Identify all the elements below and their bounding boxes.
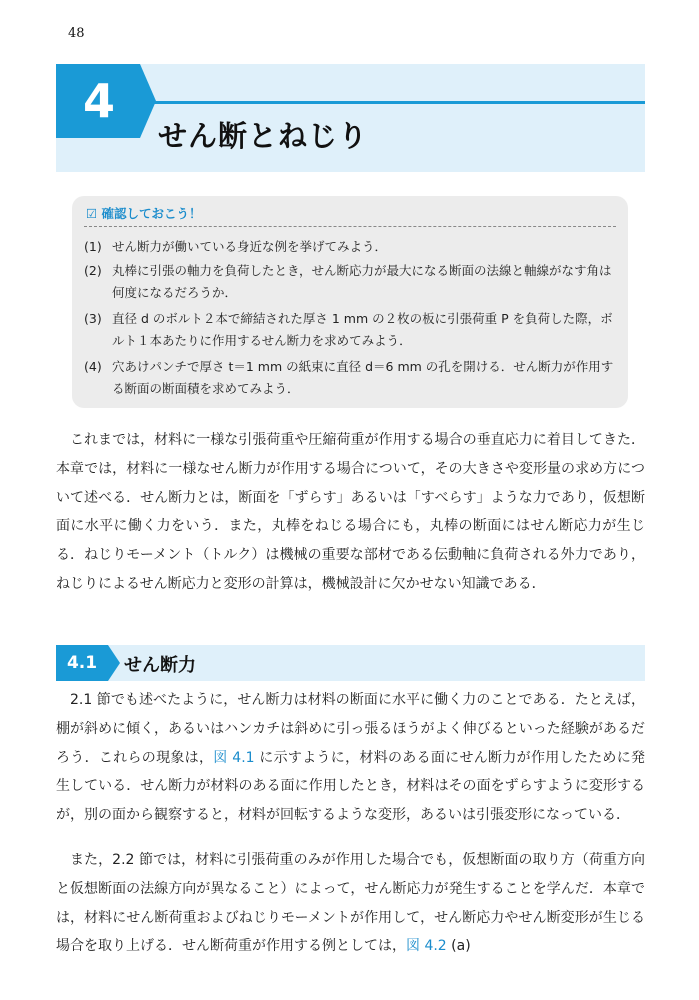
figure-ref-4-1[interactable]: 図 4.1 xyxy=(213,749,255,766)
section-title: せん断力 xyxy=(124,655,196,676)
para1-text-after: に示すように，材料のある面にせん断力が作用したために発生している．せん断力が材料のある面に作用したとき，材料はその面をずらすように変形するが，別の面から観察すると，材料が回転するような変形，あるいは引張変形になっている． xyxy=(56,749,646,824)
page-number: 48 xyxy=(68,26,85,41)
para2-text-before: また，2.2 節では，材料に引張荷重のみが作用した場合でも，仮想断面の取り方（荷重方向と仮想断面の法線方向が異なること）によって，せん断応力が発生することを学んだ．本章では，材料にせん断荷重およびねじりモーメントが作用して，せん断応力やせん断変形が生じる場合を取り上げる．せん断荷重が作用する例としては， xyxy=(56,852,645,955)
review-item-number: (1) xyxy=(84,239,102,254)
review-divider xyxy=(84,226,616,227)
para2-text-after: (a) xyxy=(446,938,471,955)
review-item-number: (2) xyxy=(84,263,102,278)
review-item-text: 丸棒に引張の軸力を負荷したとき，せん断応力が最大になる断面の法線と軸線がなす角は何度になるだろうか． xyxy=(112,263,612,300)
review-item-number: (4) xyxy=(84,359,102,374)
review-item-text: 穴あけパンチで厚さ t＝1 mm の紙束に直径 d＝6 mm の孔を開ける．せん断力が作用する断面の断面積を求めてみよう． xyxy=(112,359,614,396)
review-heading: ☑ 確認しておこう！ xyxy=(86,206,202,221)
chapter-rule xyxy=(150,101,645,104)
intro-paragraph: これまでは，材料に一様な引張荷重や圧縮荷重が作用する場合の垂直応力に着目してきた．本章では，材料に一様なせん断力が作用する場合について，その大きさや変形量の求め方について述べる．せん断力とは，断面を「ずらす」あるいは「すべらす」ような力であり，仮想断面に水平に働く力をいう．また，丸棒をねじる場合にも，丸棒の断面にはせん断応力が生じる．ねじりモーメント（トルク）は機械の重要な部材である伝動軸に負荷される外力であり，ねじりによるせん断応力と変形の計算は，機械設計に欠かせない知識である． xyxy=(56,432,645,592)
para1-text-before: 2.1 節でも述べたように，せん断力は材料の断面に水平に働く力のことである．たとえば，棚が斜めに傾く，あるいはハンカチは斜めに引っ張るほうがよく伸びるといった経験があるだろう．これらの現象は， xyxy=(56,692,645,766)
section-paragraph-1 xyxy=(56,686,645,830)
section-paragraph-2 xyxy=(56,846,645,961)
review-item-number: (3) xyxy=(84,311,102,326)
section-number: 4.1 xyxy=(66,653,98,673)
review-item-text: せん断力が働いている身近な例を挙げてみよう． xyxy=(112,239,388,254)
chapter-number: 4 xyxy=(82,74,115,128)
review-item-text: 直径 d のボルト２本で締結された厚さ 1 mm の２枚の板に引張荷重 P を負荷した際，ボルト１本あたりに作用するせん断力を求めてみよう． xyxy=(112,311,613,348)
figure-ref-4-2[interactable]: 図 4.2 xyxy=(406,938,447,955)
chapter-title: せん断とねじり xyxy=(158,119,369,153)
